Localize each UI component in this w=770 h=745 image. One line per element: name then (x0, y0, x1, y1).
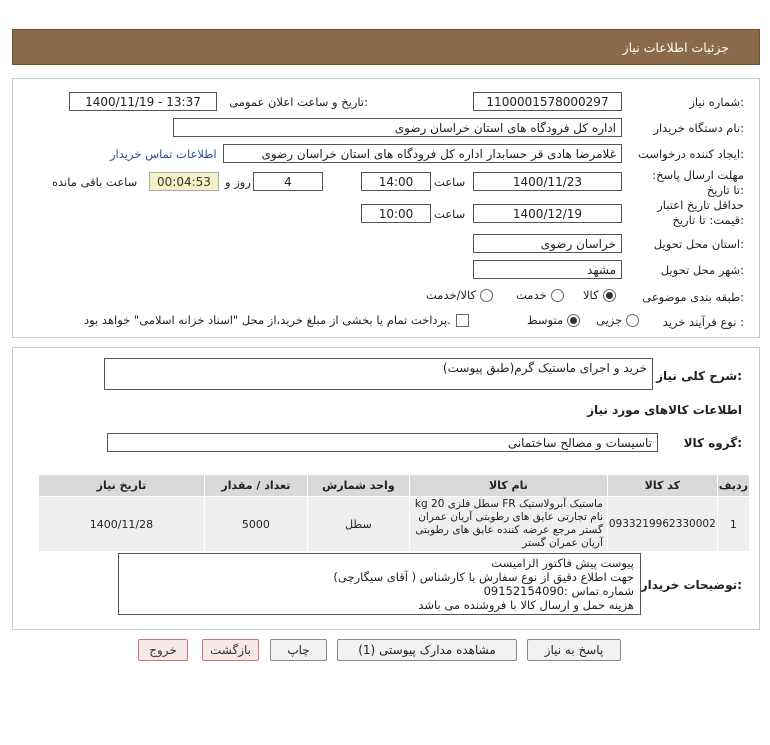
category-radio-goods[interactable] (583, 288, 616, 302)
checkbox-icon[interactable] (456, 314, 469, 327)
radio-selected-icon[interactable] (603, 289, 616, 302)
buyer-contact-link[interactable]: اطلاعات تماس خریدار (110, 147, 217, 161)
summary-field: خرید و اجرای ماستیک گرم(طبق پیوست) (104, 358, 653, 390)
exit-button[interactable]: خروج (138, 639, 188, 661)
cell-code: 0933219962330002 (607, 497, 717, 552)
radio-empty-icon[interactable] (551, 289, 564, 302)
delivery-city-label: شهر محل تحویل: (660, 263, 744, 277)
purchase-radio-medium[interactable] (527, 313, 580, 327)
cell-qty: 5000 (204, 497, 307, 552)
remaining-time-field: 00:04:53 (149, 172, 219, 191)
reply-deadline-label (644, 168, 744, 198)
table-row (39, 497, 750, 552)
treasury-payment-option[interactable] (84, 313, 469, 327)
validity-time-label: ساعت (434, 207, 466, 221)
validity-date-field: 1400/12/19 (473, 204, 622, 223)
col-code-header: کد کالا (607, 475, 717, 497)
purchase-medium-label: متوسط (527, 313, 564, 327)
buyer-org-label: نام دستگاه خریدار: (653, 121, 744, 135)
table-header-row (39, 475, 750, 497)
announce-datetime-label: تاریخ و ساعت اعلان عمومی: (229, 95, 368, 109)
purchase-minor-label: جزیی (596, 313, 623, 327)
back-button[interactable]: بازگشت (202, 639, 259, 661)
price-validity-label (644, 198, 744, 228)
category-radio-service[interactable] (516, 288, 564, 302)
reply-to-need-button[interactable]: پاسخ به نیاز (527, 639, 621, 661)
treasury-payment-text: پرداخت تمام یا بخشی از مبلغ خرید،از محل "اسناد خزانه اسلامی" خواهد بود. (84, 313, 451, 327)
delivery-province-label: استان محل تحویل: (653, 237, 744, 251)
requester-field: غلامرضا هادی قر حسابدار اداره کل فرودگاه های استان خراسان رضوی (223, 144, 622, 163)
col-name-header: نام کالا (409, 475, 607, 497)
reply-deadline-label-text: مهلت ارسال پاسخ: تا تاریخ: (652, 168, 744, 197)
purchase-type-label: نوع فرآیند خرید : (662, 315, 744, 329)
buyer-note-line: پیوست پیش فاکتور الزامیست (491, 556, 634, 570)
need-number-field: 1100001578000297 (473, 92, 622, 111)
requester-label: ایجاد کننده درخواست: (638, 147, 744, 161)
category-goods-service-label: کالا/خدمت (426, 288, 477, 302)
goods-section-title: اطلاعات کالاهای مورد نیاز (587, 403, 742, 417)
announce-datetime-field: 1400/11/19 - 13:37 (69, 92, 217, 111)
col-date-header: تاریخ نیاز (39, 475, 205, 497)
category-service-label: خدمت (516, 288, 547, 302)
need-number-label: شماره نیاز: (689, 95, 744, 109)
category-label: طبقه بندی موضوعی: (642, 290, 744, 304)
buyer-notes-label: توضیحات خریدار: (640, 578, 742, 592)
buyer-note-line: جهت اطلاع دقیق از نوع سفارش با کارشناس ( آقای سیگارچی) (333, 570, 634, 584)
radio-selected-icon[interactable] (567, 314, 580, 327)
buyer-note-line: هزینه حمل و ارسال کالا با فروشنده می باشد (418, 598, 634, 612)
price-validity-label-text: حداقل تاریخ اعتبار قیمت: تا تاریخ: (657, 198, 744, 227)
cell-row: 1 (717, 497, 749, 552)
radio-empty-icon[interactable] (480, 289, 493, 302)
page-header (12, 29, 760, 65)
day-and-label: روز و (225, 175, 251, 189)
col-qty-header: تعداد / مقدار (204, 475, 307, 497)
goods-group-label: گروه کالا: (683, 436, 742, 450)
radio-empty-icon[interactable] (626, 314, 639, 327)
summary-label: شرح کلی نیاز: (656, 369, 742, 383)
goods-table (38, 474, 750, 552)
reply-time-label: ساعت (434, 175, 466, 189)
goods-group-field: تاسیسات و مصالح ساختمانی (107, 433, 658, 452)
category-goods-label: کالا (583, 288, 599, 302)
cell-unit: سطل (307, 497, 409, 552)
purchase-radio-minor[interactable] (596, 313, 639, 327)
buyer-note-line: شماره تماس :09152154090 (483, 584, 634, 598)
cell-date: 1400/11/28 (39, 497, 205, 552)
delivery-city-field: مشهد (473, 260, 622, 279)
validity-time-field: 10:00 (361, 204, 431, 223)
page-title: جزئیات اطلاعات نیاز (622, 39, 729, 55)
buyer-notes-box (118, 553, 641, 615)
buyer-org-field: اداره کل فرودگاه های استان خراسان رضوی (173, 118, 622, 137)
view-attachments-button[interactable]: مشاهده مدارک پیوستی (1) (337, 639, 517, 661)
reply-time-field: 14:00 (361, 172, 431, 191)
category-radio-goods-service[interactable] (426, 288, 493, 302)
reply-date-field: 1400/11/23 (473, 172, 622, 191)
col-unit-header: واحد شمارش (307, 475, 409, 497)
delivery-province-field: خراسان رضوی (473, 234, 622, 253)
days-remaining-field: 4 (253, 172, 323, 191)
remaining-label: ساعت باقی مانده (52, 175, 138, 189)
print-button[interactable]: چاپ (270, 639, 327, 661)
cell-name: ماستیک آبرولاستیک FR سطل فلزی 20 kg نام تجارتی عایق های رطوبتی آریان عمران گستر مرجع عرضه کننده عایق های رطوبتی آریان عمران گستر (409, 497, 607, 552)
col-row-header: ردیف (717, 475, 749, 497)
